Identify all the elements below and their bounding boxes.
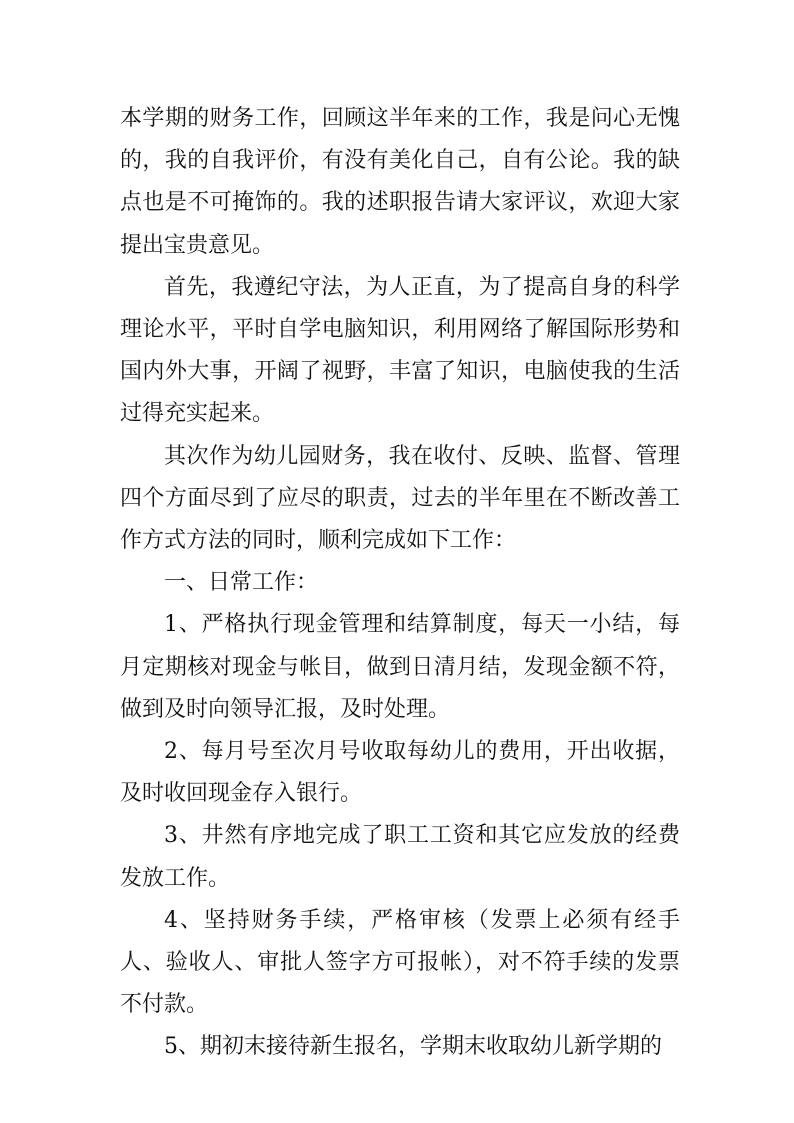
paragraph-second: 其次作为幼儿园财务，我在收付、反映、监督、管理四个方面尽到了应尽的职责，过去的半年里在不断改善工作方式方法的同时，顺利完成如下工作： [120, 443, 680, 554]
paragraph-first: 首先，我遵纪守法，为人正直，为了提高自身的科学理论水平，平时自学电脑知识，利用网络了解国际形势和国内外大事，开阔了视野，丰富了知识，电脑使我的生活过得充实起来。 [120, 274, 680, 427]
list-item-1: 1、严格执行现金管理和结算制度，每天一小结，每月定期核对现金与帐目，做到日清月结，发现金额不符，做到及时向领导汇报，及时处理。 [120, 612, 680, 722]
list-item-5: 5、期初末接待新生报名，学期末收取幼儿新学期的 [164, 1034, 662, 1060]
list-item-4: 4、坚持财务手续，严格审核（发票上必须有经手人、验收人、审批人签字方可报帐），对不符手续的发票不付款。 [120, 907, 680, 1018]
paragraph-intro: 本学期的财务工作，回顾这半年来的工作，我是问心无愧的，我的自我评价，有没有美化自己，自有公论。我的缺点也是不可掩饰的。我的述职报告请大家评议，欢迎大家提出宝贵意见。 [120, 106, 680, 258]
list-item-2: 2、每月号至次月号收取每幼儿的费用，开出收据，及时收回现金存入银行。 [120, 739, 680, 807]
section-heading-daily-work: 一、日常工作： [164, 570, 319, 596]
list-item-3: 3、井然有序地完成了职工工资和其它应发放的经费发放工作。 [120, 823, 680, 891]
document-body [120, 98, 680, 1069]
